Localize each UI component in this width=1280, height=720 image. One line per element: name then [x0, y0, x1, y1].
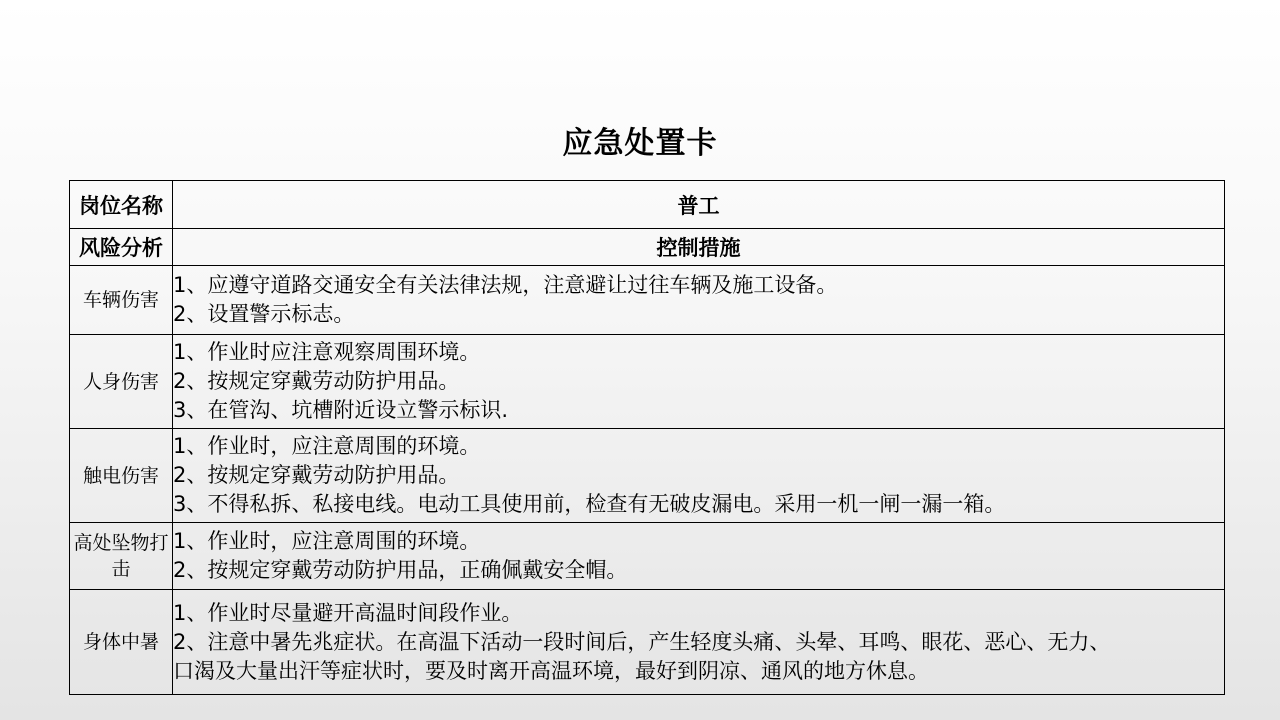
table-row: [70, 335, 1225, 429]
measure-line: 3、在管沟、坑槽附近设立警示标识.: [173, 398, 509, 422]
measure-line: 口渴及大量出汗等症状时，要及时离开高温环境，最好到阴凉、通风的地方休息。: [173, 658, 929, 683]
table-row: [70, 229, 1225, 266]
table-row: [70, 590, 1225, 695]
emergency-card-table: [69, 180, 1225, 695]
measure-line: 3、不得私拆、私接电线。电动工具使用前，检查有无破皮漏电。采用一机一闸一漏一箱。: [173, 492, 1006, 516]
measure-line: 2、按规定穿戴劳动防护用品。: [173, 463, 460, 487]
risk-cell: 身体中暑: [70, 590, 173, 695]
table-row: [70, 181, 1225, 229]
measure-line: 1、作业时，应注意周围的环境。: [173, 529, 481, 553]
control-measures-label: 控制措施: [173, 229, 1225, 266]
measure-line: 1、应遵守道路交通安全有关法律法规，注意避让过往车辆及施工设备。: [173, 273, 838, 297]
table-row: [70, 523, 1225, 590]
measures-cell: [173, 523, 1225, 590]
risk-cell: 人身伤害: [70, 335, 173, 429]
table-row: [70, 429, 1225, 523]
measure-line: 1、作业时，应注意周围的环境。: [173, 434, 481, 458]
risk-cell: 车辆伤害: [70, 266, 173, 335]
page-title: 应急处置卡: [562, 126, 718, 161]
measures-cell: [173, 590, 1225, 695]
measure-line: 1、作业时应注意观察周围环境。: [173, 340, 481, 364]
risk-cell: 高处坠物打击: [70, 523, 173, 590]
measure-line: 2、注意中暑先兆症状。在高温下活动一段时间后，产生轻度头痛、头晕、耳鸣、眼花、恶心、无力、: [173, 629, 1111, 654]
table-row: [70, 266, 1225, 335]
measure-line: 2、设置警示标志。: [173, 302, 355, 326]
measures-cell: [173, 429, 1225, 523]
risk-analysis-label: 风险分析: [70, 229, 173, 266]
measure-line: 1、作业时尽量避开高温时间段作业。: [173, 600, 523, 625]
measure-line: 2、按规定穿戴劳动防护用品。: [173, 369, 460, 393]
position-label: 岗位名称: [70, 181, 173, 229]
measures-cell: [173, 335, 1225, 429]
measure-line: 2、按规定穿戴劳动防护用品，正确佩戴安全帽。: [173, 558, 628, 582]
measures-cell: [173, 266, 1225, 335]
position-value: 普工: [173, 181, 1225, 229]
risk-cell: 触电伤害: [70, 429, 173, 523]
